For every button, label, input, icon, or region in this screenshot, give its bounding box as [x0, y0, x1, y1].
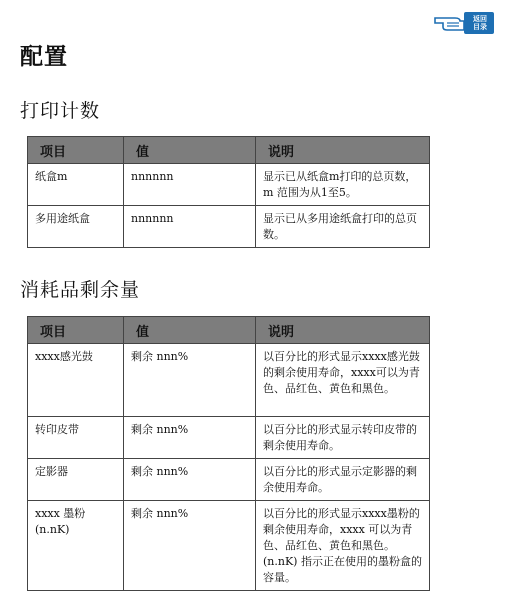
- table-row: [28, 459, 430, 501]
- cell-description: 显示已从多用途纸盒打印的总页数。: [256, 206, 430, 248]
- section-title-consumables: 消耗品剩余量: [20, 279, 141, 301]
- return-label: [468, 15, 492, 31]
- section-title-print-count: 打印计数: [20, 100, 101, 122]
- return-label-line2: 目录: [473, 23, 487, 31]
- cell-item: 纸盒m: [28, 164, 124, 206]
- cell-value: nnnnnn: [124, 206, 256, 248]
- column-header-value: 值: [124, 317, 256, 344]
- cell-item: xxxx感光鼓: [28, 344, 124, 417]
- cell-description: 以百分比的形式显示转印皮带的剩余使用寿命。: [256, 417, 430, 459]
- page-title: 配置: [20, 44, 68, 70]
- column-header-description: 说明: [256, 317, 430, 344]
- consumables-table: [27, 316, 430, 591]
- cell-description: 以百分比的形式显示定影器的剩余使用寿命。: [256, 459, 430, 501]
- column-header-item: 项目: [28, 137, 124, 164]
- return-label-line1: 返回: [473, 15, 487, 23]
- cell-value: 剩余 nnn%: [124, 344, 256, 417]
- print-count-table: [27, 136, 430, 248]
- table-row: [28, 344, 430, 417]
- column-header-item: 项目: [28, 317, 124, 344]
- cell-value: 剩余 nnn%: [124, 459, 256, 501]
- cell-item: 定影器: [28, 459, 124, 501]
- table-row: [28, 206, 430, 248]
- return-to-contents-button[interactable]: [433, 11, 495, 35]
- cell-value: 剩余 nnn%: [124, 501, 256, 591]
- cell-description: 以百分比的形式显示xxxx墨粉的剩余使用寿命，xxxx 可以为青色、品红色、黄色和黑色。(n.nK) 指示正在使用的墨粉盒的容量。: [256, 501, 430, 591]
- cell-item: xxxx 墨粉 (n.nK): [28, 501, 124, 591]
- cell-item: 转印皮带: [28, 417, 124, 459]
- column-header-value: 值: [124, 137, 256, 164]
- cell-description: 以百分比的形式显示xxxx感光鼓的剩余使用寿命，xxxx可以为青色、品红色、黄色和黑色。: [256, 344, 430, 417]
- cell-value: 剩余 nnn%: [124, 417, 256, 459]
- table-row: [28, 164, 430, 206]
- cell-description: 显示已从纸盒m打印的总页数， m 范围为从1至5。: [256, 164, 430, 206]
- cell-item: 多用途纸盒: [28, 206, 124, 248]
- table-header-row: [28, 317, 430, 344]
- column-header-description: 说明: [256, 137, 430, 164]
- table-row: [28, 417, 430, 459]
- cell-value: nnnnnn: [124, 164, 256, 206]
- table-row: [28, 501, 430, 591]
- table-header-row: [28, 137, 430, 164]
